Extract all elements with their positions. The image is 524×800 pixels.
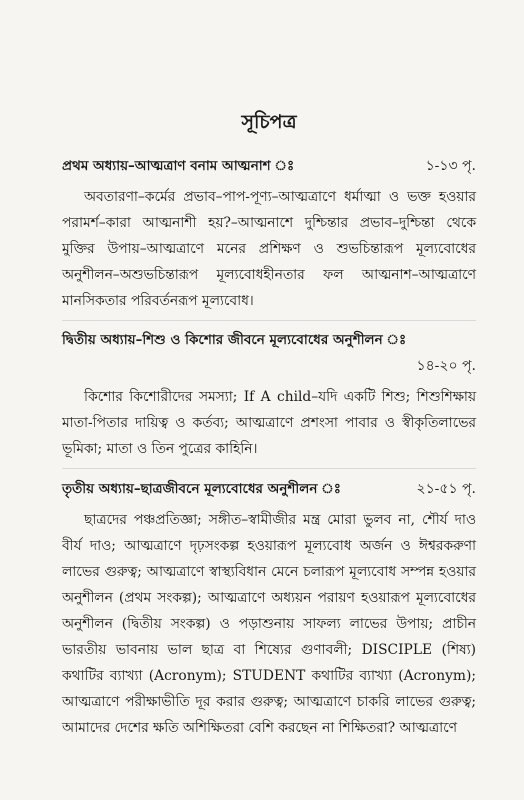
chapter-3-heading [62, 477, 476, 501]
chapter-2-summary: কিশোর কিশোরীদের সমস্যা; If A child–যদি একটি শিশু; শিশুশিক্ষায় মাতা-পিতার দায়িত্ব ও কর্তব্য; আত্মত্রাণে প্রশংসা পাবার ও স্বীকৃতিলাভের ভূমিকা; মাতা ও তিন পুত্রের কাহিনি। [62, 389, 476, 457]
chapter-1-summary: অবতারণা–কর্মের প্রভাব–পাপ-পূণ্য–আত্মত্রাণে ধর্মাত্মা ও ভক্ত হওয়ার পরামর্শ–কারা আত্মনাশী হয়?–আত্মনাশে দুশ্চিন্তার প্রভাব–দুশ্চিন্তা থেকে মুক্তির উপায়–আত্মত্রাণে মনের প্রশিক্ষণ ও শুভচিন্তারূপ মূল্যবোধের অনুশীলন–অশুভচিন্তারূপ মূল্যবোধহীনতার ফল আত্মনাশ–আত্মত্রাণে মানসিকতার পরিবর্তনরূপ মূল্যবোধ। [62, 189, 476, 309]
chapter-1 [62, 154, 476, 321]
chapter-3-summary: ছাত্রদের পঞ্চপ্রতিজ্ঞা; সঙ্গীত–স্বামীজীর মন্ত্র মোরা ভুলব না, শৌর্য দাও বীর্য দাও; আত্মত্রাণে দৃঢ়সংকল্প হওয়ারূপ মূল্যবোধ অর্জন ও ঈশ্বরকরুণা লাভের গুরুত্ব; আত্মত্রাণে স্বাস্থ্যবিধান মেনে চলারূপ মূল্যবোধ সম্পন্ন হওয়ার অনুশীলন (প্রথম সংকল্প); আত্মত্রাণে অধ্যয়ন পরায়ণ হওয়ারূপ মূল্যবোধের অনুশীলন (দ্বিতীয় সংকল্প) ও পড়াশুনায় সাফল্য লাভের উপায়; প্রাচীন ভারতীয় ভাবনায় ভাল ছাত্র বা শিষ্যের গুণাবলী; DISCIPLE (শিষ্য) কথাটির ব্যাখ্যা (Acronym); STUDENT কথাটির ব্যাখ্যা (Acronym); আত্মত্রাণে পরীক্ষাভীতি দূর করার গুরুত্ব; আত্মত্রাণে চাকরি লাভের গুরুত্ব; আমাদের দেশের ক্ষতি অশিক্ষিতরা বেশি করছেন না শিক্ষিতরা? আত্মত্রাণে [62, 512, 476, 736]
chapter-2 [62, 329, 476, 469]
contents-page [62, 108, 476, 755]
chapter-1-pages: ১-১৩ পৃ. [425, 158, 476, 174]
chapter-3 [62, 477, 476, 747]
chapter-3-title: তৃতীয় অধ্যায়–ছাত্রজীবনে মূল্যবোধের অনুশীলন ঃ [62, 481, 341, 497]
chapter-1-heading [62, 154, 476, 178]
chapter-2-title: দ্বিতীয় অধ্যায়–শিশু ও কিশোর জীবনে মূল্যবোধের অনুশীলন ঃ [62, 332, 407, 348]
page-title: সূচিপত্র [241, 111, 297, 133]
chapter-1-title: প্রথম অধ্যায়–আত্মত্রাণ বনাম আত্মনাশ ঃ [62, 158, 295, 174]
chapter-3-pages: ২১-৫১ পৃ. [416, 481, 476, 497]
chapter-2-pages: ১৪-২০ পৃ. [416, 358, 476, 374]
